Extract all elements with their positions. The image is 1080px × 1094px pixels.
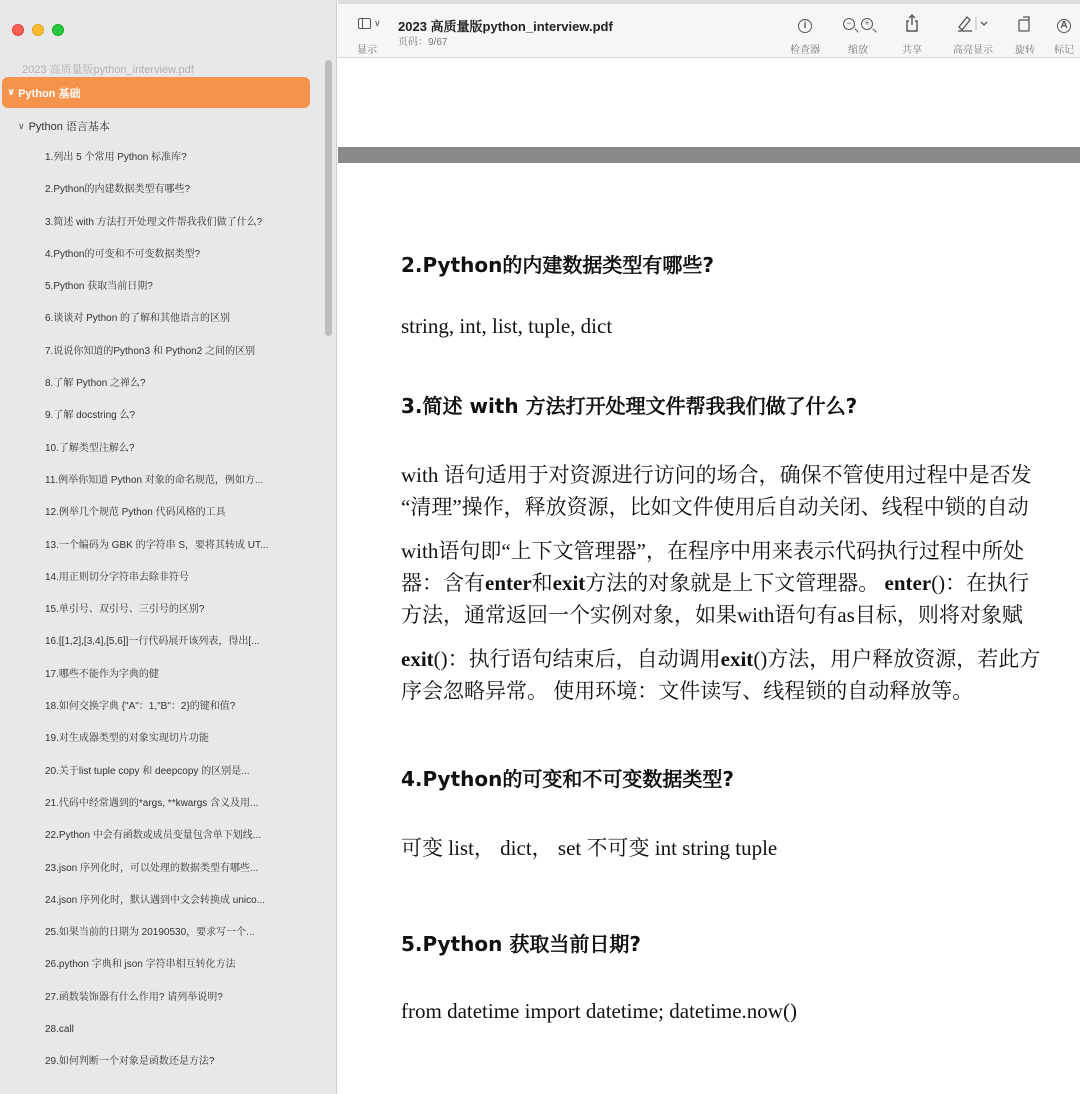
toc-item[interactable]: 23.json 序列化时，可以处理的数据类型有哪些... (45, 862, 259, 874)
text-line: ()方法，用户释放资源，若此方 (753, 647, 1041, 671)
info-icon: i (798, 19, 812, 33)
highlighter-icon (953, 14, 993, 34)
rotate-button[interactable] (1015, 14, 1035, 56)
share-icon (902, 14, 922, 34)
text-line: 方法的对象就是上下文管理器。 (585, 571, 880, 595)
text-line: 序会忽略异常。 使用环境：文件读写、线程锁的自动释放等。 (401, 679, 974, 703)
zoom-button[interactable] (843, 14, 873, 56)
text-line: ()：在执行 (931, 571, 1030, 595)
text-line: “清理”操作，释放资源，比如文件使用后自动关闭、线程中锁的自动 (401, 495, 1029, 519)
chevron-down-icon: ∨ (18, 120, 25, 131)
toc-group[interactable] (18, 118, 110, 134)
page-separator (338, 147, 1080, 163)
sidebar-icon (358, 18, 371, 29)
chevron-down-icon: ∨ (7, 87, 16, 98)
browser-bookmark-strip (338, 0, 1080, 4)
zoom-label: 缩放 (848, 45, 868, 56)
toc-item[interactable]: 11.例举你知道 Python 对象的命名规范，例如方... (45, 474, 264, 486)
toc-item[interactable]: 14.用正则切分字符串去除非符号 (45, 571, 189, 583)
markup-button[interactable] (1054, 14, 1074, 56)
keyword-enter: enter (884, 571, 932, 595)
toc-item-selected[interactable] (2, 77, 310, 108)
toc-item[interactable]: 3.简述 with 方法打开处理文件帮我我们做了什么? (45, 216, 263, 228)
page-content (401, 249, 1080, 1027)
toc-item[interactable]: 17.哪些不能作为字典的健 (45, 668, 159, 680)
toc-item[interactable]: 12.例举几个规范 Python 代码风格的工具 (45, 507, 226, 519)
toc-item[interactable]: 18.如何交换字典 {"A"：1,"B"：2}的键和值? (45, 701, 236, 713)
toc-item[interactable]: 22.Python 中会有函数或成员变量包含单下划线... (45, 830, 262, 842)
q4-heading: 4.Python的可变和不可变数据类型? (401, 767, 734, 791)
q3-paragraph-1 (401, 459, 1080, 523)
zoom-in-icon[interactable]: + (861, 18, 873, 30)
toc-item[interactable]: 15.单引号、双引号、三引号的区别? (45, 604, 205, 616)
toc-list (45, 146, 307, 1083)
toc-item[interactable]: 20.关于list tuple copy 和 deepcopy 的区别是... (45, 765, 250, 777)
rotate-icon (1015, 14, 1035, 34)
q2-heading: 2.Python的内建数据类型有哪些? (401, 253, 714, 277)
q3-paragraph-2 (401, 535, 1080, 631)
text-line: with 语句适用于对资源进行访问的场合，确保不管使用过程中是否发 (401, 463, 1032, 487)
toc-item[interactable]: 19.对生成器类型的对象实现切片功能 (45, 733, 209, 745)
page-indicator: 页码：9/67 (398, 37, 448, 48)
sidebar-file-name: 2023 高质量版python_interview.pdf (22, 64, 194, 76)
toolbar (338, 0, 1080, 58)
keyword-exit: exit (401, 647, 434, 671)
display-label: 显示 (357, 45, 377, 56)
zoom-window-button[interactable] (52, 24, 64, 36)
sidebar-scrollbar[interactable] (325, 60, 332, 336)
keyword-enter: enter (485, 571, 532, 595)
document-view[interactable] (338, 59, 1080, 1094)
text-line: 方法，通常返回一个实例对象，如果with语句有as目标，则将对象赋 (401, 603, 1023, 627)
toc-item[interactable]: 1.列出 5 个常用 Python 标准库? (45, 152, 187, 163)
keyword-exit: exit (720, 647, 754, 671)
toc-item[interactable]: 4.Python的可变和不可变数据类型? (45, 248, 201, 260)
document-title: 2023 高质量版python_interview.pdf (398, 19, 613, 34)
toc-item[interactable]: 16.[[1,2],[3,4],[5,6]]一行代码展开该列表，得出[... (45, 636, 260, 648)
q5-heading: 5.Python 获取当前日期? (401, 932, 641, 956)
q4-answer: 可变 list， dict， set 不可变 int string tuple (401, 836, 778, 860)
text-line: 和 (531, 571, 553, 595)
toc-item[interactable]: 25.如果当前的日期为 20190530，要求写一个... (45, 927, 255, 939)
toc-item[interactable]: 8.了解 Python 之禅么? (45, 378, 146, 390)
text-line: with语句即“上下文管理器”，在程序中用来表示代码执行过程中所处 (401, 539, 1024, 563)
toc-item[interactable]: 26.python 字典和 json 字符串相互转化方法 (45, 959, 236, 971)
text-line: 器：含有 (401, 571, 485, 595)
inspector-label: 检查器 (790, 45, 820, 56)
rotate-label: 旋转 (1015, 45, 1035, 56)
highlight-button[interactable] (953, 14, 993, 56)
toc-item[interactable]: 29.如何判断一个对象是函数还是方法? (45, 1056, 215, 1068)
keyword-exit: exit (552, 571, 586, 595)
toc-item[interactable]: 27.函数装饰器有什么作用? 请列举说明? (45, 991, 223, 1003)
share-button[interactable] (902, 14, 922, 56)
toc-item[interactable]: 28.call (45, 1024, 74, 1036)
text-line: ()：执行语句结束后，自动调用 (433, 647, 721, 671)
q3-heading: 3.简述 with 方法打开处理文件帮我我们做了什么? (401, 394, 858, 418)
q3-paragraph-3 (401, 643, 1080, 707)
close-window-button[interactable] (12, 24, 24, 36)
toc-item[interactable]: 7.说说你知道的Python3 和 Python2 之间的区别 (45, 345, 256, 357)
toc-item[interactable]: 6.谈谈对 Python 的了解和其他语言的区别 (45, 313, 231, 325)
sidebar-toggle-button[interactable] (358, 18, 381, 29)
toc-item[interactable]: 10.了解类型注解么? (45, 442, 135, 454)
toc-item[interactable]: 2.Python的内建数据类型有哪些? (45, 184, 191, 196)
minimize-window-button[interactable] (32, 24, 44, 36)
sidebar (0, 0, 337, 1094)
toc-item-label: Python 基础 (18, 87, 81, 100)
chevron-down-icon: ∨ (374, 18, 381, 28)
markup-label: 标记 (1054, 45, 1074, 56)
markup-icon: A (1057, 19, 1071, 33)
inspector-button[interactable] (790, 14, 820, 56)
toc-group-label: Python 语言基本 (28, 121, 110, 133)
window-controls (12, 24, 64, 36)
zoom-out-icon[interactable]: − (843, 18, 855, 30)
highlight-label: 高亮显示 (953, 45, 993, 56)
toc-item[interactable]: 13.一个编码为 GBK 的字符串 S，要将其转成 UT... (45, 539, 269, 551)
toc-item[interactable]: 9.了解 docstring 么? (45, 410, 136, 422)
toc-item[interactable]: 21.代码中经常遇到的*args, **kwargs 含义及用... (45, 797, 259, 809)
share-label: 共享 (902, 45, 922, 56)
q5-answer: from datetime import datetime; datetime.now() (401, 999, 797, 1023)
toc-item[interactable]: 24.json 序列化时，默认遇到中文会转换成 unico... (45, 894, 266, 906)
toc-item[interactable]: 5.Python 获取当前日期? (45, 281, 153, 293)
q2-answer: string, int, list, tuple, dict (401, 314, 613, 338)
